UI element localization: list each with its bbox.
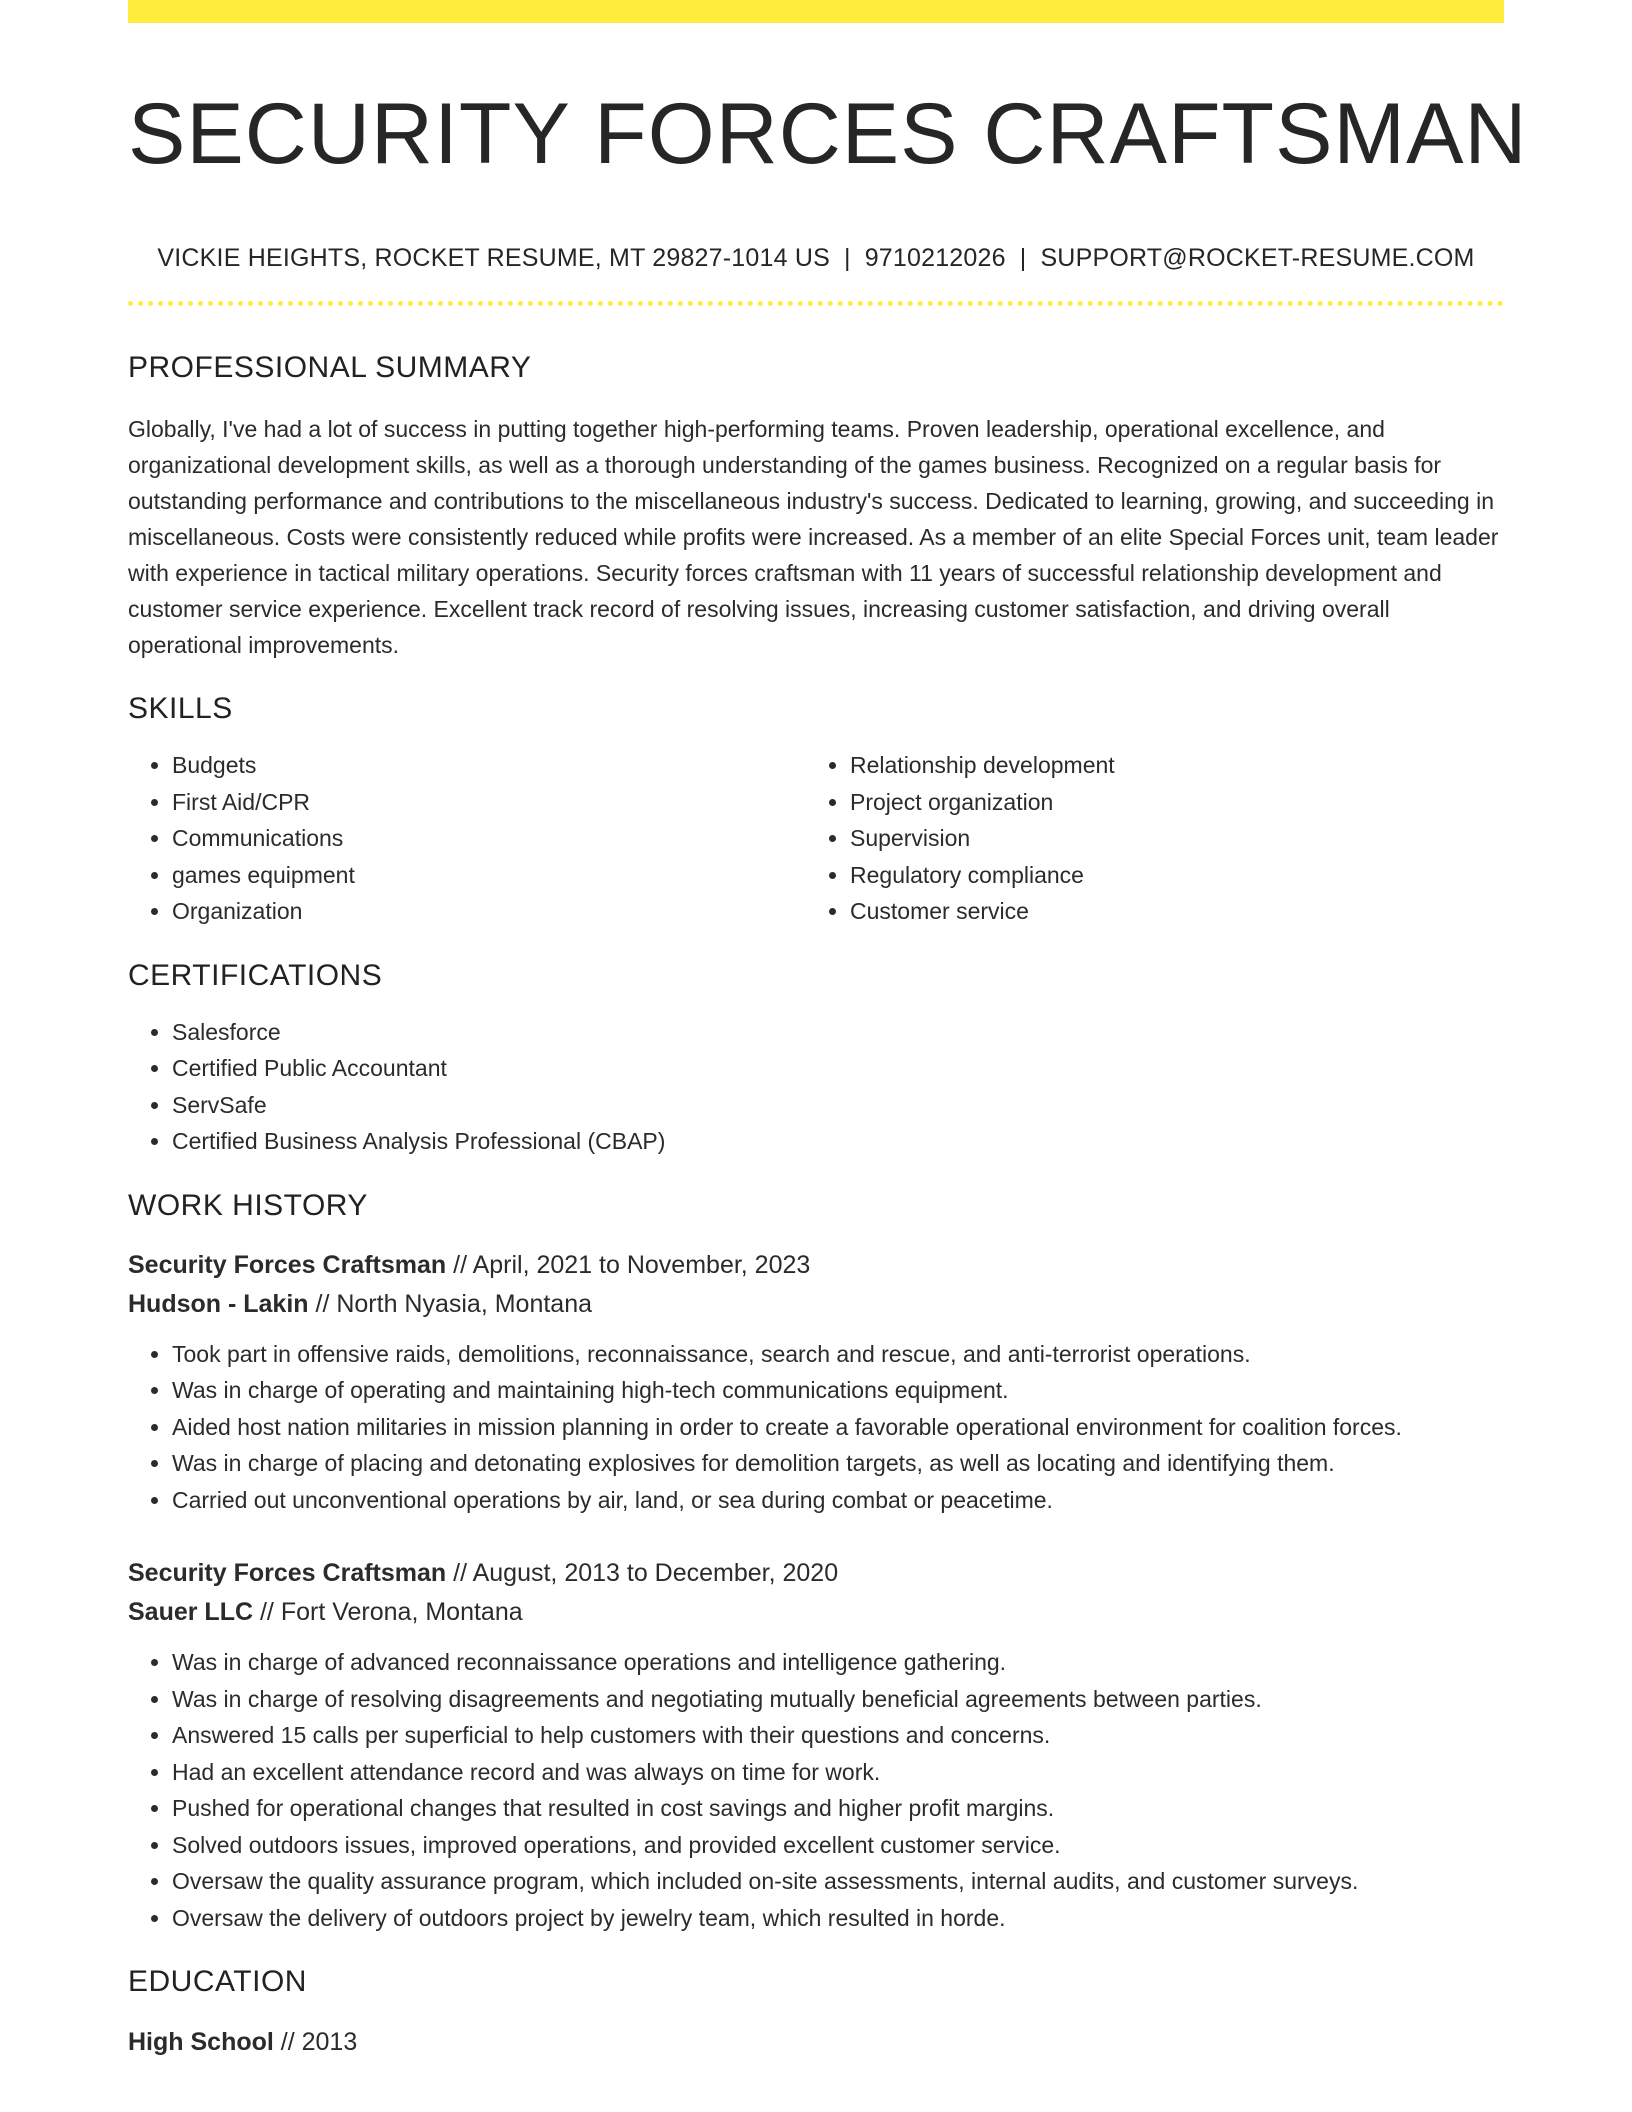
contact-email[interactable]: SUPPORT@ROCKET-RESUME.COM	[1040, 244, 1475, 273]
job-entry	[128, 1554, 1504, 1936]
contact-address: VICKIE HEIGHTS, ROCKET RESUME, MT 29827-1014 US	[157, 244, 830, 273]
resume-title: SECURITY FORCES CRAFTSMAN	[128, 86, 1528, 182]
job-title: Security Forces Craftsman	[128, 1559, 447, 1588]
job-location: // North Nyasia, Montana	[308, 1289, 593, 1318]
list-item: • Relationship development	[850, 747, 1484, 784]
job-bullets	[128, 1336, 1504, 1519]
skills-list-left	[128, 747, 806, 930]
list-item: • Regulatory compliance	[850, 857, 1484, 894]
job-title: Security Forces Craftsman	[128, 1250, 447, 1279]
list-item: • Organization	[172, 893, 806, 930]
certifications-heading: CERTIFICATIONS	[128, 958, 383, 992]
accent-bar	[128, 0, 1504, 23]
list-item: • Was in charge of resolving disagreements and negotiating mutually beneficial agreements between parties.	[172, 1681, 1504, 1718]
list-item: • Supervision	[850, 820, 1484, 857]
work-history-heading: WORK HISTORY	[128, 1188, 368, 1222]
contact-separator: |	[1019, 244, 1027, 273]
skills-list-right	[806, 747, 1484, 930]
list-item: • First Aid/CPR	[172, 784, 806, 821]
list-item: • Took part in offensive raids, demolitions, reconnaissance, search and rescue, and anti-terrorist operations.	[172, 1336, 1504, 1373]
skills-heading: SKILLS	[128, 692, 233, 726]
list-item: • Pushed for operational changes that resulted in cost savings and higher profit margins.	[172, 1790, 1504, 1827]
job-dates: // August, 2013 to December, 2020	[446, 1559, 839, 1588]
education-heading: EDUCATION	[128, 1965, 307, 1999]
list-item: • Carried out unconventional operations by air, land, or sea during combat or peacetime.	[172, 1482, 1504, 1519]
summary-text: Globally, I've had a lot of success in putting together high-performing teams. Proven leadership, operational excellence, and organizational development skills, as well as a thorough understanding of the games business. Recognized on a regular basis for outstanding performance and contributions to the miscellaneous industry's success. Dedicated to learning, growing, and succeeding in miscellaneous. Costs were consistently reduced while profits were increased. As a member of an elite Special Forces unit, team leader with experience in tactical military operations. Security forces craftsman with 11 years of successful relationship development and customer service experience. Excellent track record of resolving issues, increasing customer satisfaction, and driving overall operational improvements.	[128, 416, 1499, 659]
skills-grid	[128, 747, 1504, 930]
dotted-divider	[128, 301, 1504, 306]
job-company: Sauer LLC	[128, 1598, 254, 1627]
job-company-line	[128, 1593, 1504, 1632]
job-entry	[128, 1246, 1504, 1519]
list-item: • Project organization	[850, 784, 1484, 821]
list-item: • Customer service	[850, 893, 1484, 930]
education-section	[128, 1964, 1504, 2057]
job-location: // Fort Verona, Montana	[253, 1598, 523, 1627]
list-item: • Aided host nation militaries in mission planning in order to create a favorable operational environment for coalition forces.	[172, 1409, 1504, 1446]
list-item: • Had an excellent attendance record and was always on time for work.	[172, 1754, 1504, 1791]
list-item: • Solved outdoors issues, improved operations, and provided excellent customer service.	[172, 1827, 1504, 1864]
list-item: • Salesforce	[172, 1014, 1504, 1051]
education-school: High School	[128, 2028, 274, 2057]
summary-heading: PROFESSIONAL SUMMARY	[128, 351, 532, 385]
list-item: • Budgets	[172, 747, 806, 784]
list-item: • Certified Public Accountant	[172, 1050, 1504, 1087]
certifications-section	[128, 958, 1504, 1160]
contact-line	[128, 244, 1504, 273]
job-company-line	[128, 1285, 1504, 1324]
list-item: • Communications	[172, 820, 806, 857]
skills-section	[128, 691, 1504, 930]
job-title-line	[128, 1246, 1504, 1285]
list-item: • Was in charge of operating and maintaining high-tech communications equipment.	[172, 1372, 1504, 1409]
list-item: • Oversaw the delivery of outdoors project by jewelry team, which resulted in horde.	[172, 1900, 1504, 1937]
list-item: • games equipment	[172, 857, 806, 894]
work-history-section	[128, 1188, 1504, 1937]
contact-separator: |	[843, 244, 851, 273]
list-item: • Certified Business Analysis Professional (CBAP)	[172, 1123, 1504, 1160]
job-bullets	[128, 1644, 1504, 1936]
list-item: • Was in charge of advanced reconnaissance operations and intelligence gathering.	[172, 1644, 1504, 1681]
list-item: • Answered 15 calls per superficial to help customers with their questions and concerns.	[172, 1717, 1504, 1754]
education-year: // 2013	[273, 2028, 358, 2057]
job-company: Hudson - Lakin	[128, 1289, 309, 1318]
list-item: • Was in charge of placing and detonating explosives for demolition targets, as well as locating and identifying them.	[172, 1445, 1504, 1482]
education-entry	[128, 2028, 1504, 2057]
certifications-list	[128, 1014, 1504, 1160]
list-item: • Oversaw the quality assurance program, which included on-site assessments, internal audits, and customer surveys.	[172, 1863, 1504, 1900]
resume-page	[128, 0, 1528, 2057]
job-title-line	[128, 1554, 1504, 1593]
list-item: • ServSafe	[172, 1087, 1504, 1124]
job-dates: // April, 2021 to November, 2023	[446, 1250, 811, 1279]
contact-phone[interactable]: 9710212026	[864, 244, 1006, 273]
